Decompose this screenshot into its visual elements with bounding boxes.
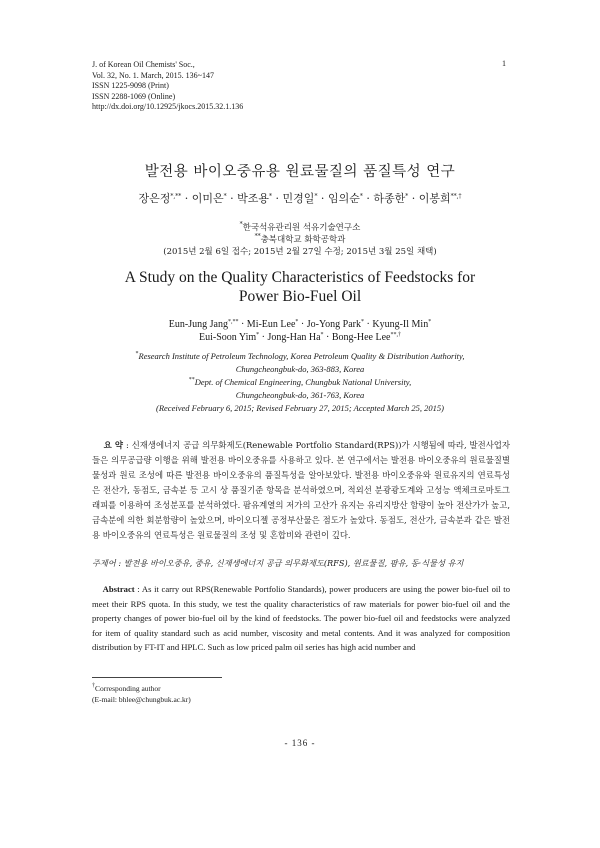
english-abstract: Abstract : As it carry out RPS(Renewable Portfolio Standards), power producers are using the power bio-fuel oil to meet their RPS quota. In this study, we test the quality characteristics of raw materials for power bio-fuel oil and the property changes of power bio-fuel oil by the kind of feedstocks. The power bio-fuel oil and feedstocks were analyzed for item of quality standard such as acid number, viscosity and metal contents. And it was analyzed for composition distribution by FT-IT and HPLC. Such as low priced palm oil series has high acid number and xyxy=(92,584,510,652)
korean-abstract-label: 요 약 xyxy=(103,440,124,450)
korean-author-name: 민경일 xyxy=(282,192,315,205)
author-separator: · xyxy=(362,192,374,205)
korean-author-name: 임의순 xyxy=(327,192,360,205)
english-title xyxy=(60,268,540,306)
author-email: (E-mail: bhlee@chungbuk.ac.kr) xyxy=(92,695,191,704)
author-separator: · xyxy=(298,319,307,330)
english-author-mark: **,† xyxy=(390,332,401,338)
english-author-mark: * xyxy=(320,332,324,338)
korean-author-mark: * xyxy=(223,193,227,200)
korean-abstract: 요 약 : 신재생에너지 공급 의무화제도(Renewable Portfolio Standard(RPS))가 시행됨에 따라, 발전사업자들은 의무공급량 이행을 위해 발전용 바이오중유를 사용하고 있다. 본 연구에서는 발전용 바이오중유의 원료물질별 물성과 원료 조성에 따른 발전용 바이오중유의 품질특성을 알아보았다. 발전용 바이오중유와 원료유지의 연료특성은 전산가, 동점도, 금속분 등 고시 상 품질기준 항목을 분석하였으며, 적외선 분광광도계와 고성능 액체크로마토그래피를 이용하여 조성분포를 분석하였다. 팜유계열의 저가의 고산가 유지는 유리지방산 함량이 높아 전산가가 높고, 금속분에 의한 회분함량이 높았으며, 바이오디젤 공정부산물은 점도가 높았다. 동점도, 전산가, 금속분과 같은 발전용 바이오중유의 연료특성은 원료물질의 조성 및 혼합비와 관련이 깊다. xyxy=(92,440,510,540)
page-number: - 136 - xyxy=(284,738,316,748)
author-separator: · xyxy=(408,192,419,205)
korean-author-mark: **,† xyxy=(450,193,462,200)
korean-author-name: 장은정 xyxy=(138,192,171,205)
author-separator: · xyxy=(226,192,238,205)
english-dates: (Received February 6, 2015; Revised February 27, 2015; Accepted March 25, 2015) xyxy=(156,403,444,413)
english-affiliation-2-line1: **Dept. of Chemical Engineering, Chungbuk National University, xyxy=(188,377,412,387)
issn-print: ISSN 1225-9098 (Print) xyxy=(92,81,169,90)
korean-title: 발전용 바이오중유용 원료물질의 품질특성 연구 xyxy=(144,164,456,180)
english-affiliation-1-line2: Chungcheongbuk-do, 363-883, Korea xyxy=(235,364,365,374)
korean-affiliation-1: *한국석유관리원 석유기술연구소 xyxy=(239,221,361,233)
english-author-mark: * xyxy=(295,319,299,325)
english-author-name: Mi-Eun Lee xyxy=(246,319,296,330)
english-author-mark: * xyxy=(361,319,365,325)
korean-authors xyxy=(60,190,540,206)
author-separator: · xyxy=(364,319,373,330)
corresponding-author: †Corresponding author xyxy=(92,683,161,693)
korean-author-name: 박조용 xyxy=(237,192,270,205)
author-separator: · xyxy=(323,332,332,343)
english-author-name: Eui-Soon Yim xyxy=(199,332,257,343)
korean-author-name: 이봉희 xyxy=(418,192,451,205)
korean-abstract-text: 신재생에너지 공급 의무화제도(Renewable Portfolio Standard(RPS))가 시행됨에 따라, 발전사업자들은 의무공급량 이행을 위해 발전용 바이오중유를 사용하고 있다. 본 연구에서는 발전용 바이오중유의 원료물질별 물성과 원료 조성에 따른 발전용 바이오중유의 품질특성을 알아보았다. 발전용 바이오중유와 원료유지의 연료특성은 전산가, 동점도, 금속분 등 고시 상 품질기준 항목을 분석하였으며, 적외선 분광광도계와 고성능 액체크로마토그래피를 이용하여 조성분포를 분석하였다. 팜유계열의 저가의 고산가 유지는 유리지방산 함량이 높아 전산가가 높고, 금속분에 의한 회분함량이 높았으며, 바이오디젤 공정부산물은 점도가 높았다. 동점도, 전산가, 금속분과 같은 발전용 바이오중유의 연료특성은 원료물질의 조성 및 혼합비와 관련이 깊다. xyxy=(92,440,510,540)
author-separator: · xyxy=(238,319,247,330)
korean-author-mark: * xyxy=(405,193,409,200)
korean-author-mark: * xyxy=(314,193,318,200)
english-title-line1: A Study on the Quality Characteristics of Feedstocks for xyxy=(124,269,476,286)
english-author-mark: *,** xyxy=(227,319,239,325)
english-affiliation-1-line1: *Research Institute of Petroleum Technology, Korea Petroleum Quality & Distribution Authority, xyxy=(135,351,465,361)
english-authors-line2 xyxy=(60,331,540,344)
english-affiliations xyxy=(90,350,510,415)
korean-dates: (2015년 2월 6일 접수; 2015년 2월 27일 수정; 2015년 3월 25일 채택) xyxy=(163,247,437,257)
korean-author-mark: *,** xyxy=(170,193,182,200)
english-author-name: Jo-Yong Park xyxy=(306,319,362,330)
english-authors xyxy=(60,318,540,344)
issn-online: ISSN 2288-1069 (Online) xyxy=(92,91,176,101)
korean-keywords: 주제어 : 발전용 바이오중유, 중유, 신재생에너지 공급 의무화제도(RFS), 원료물질, 팜유, 동·식물성 유지 xyxy=(92,558,464,568)
journal-info xyxy=(92,60,243,113)
english-author-name: Jong-Han Ha xyxy=(267,332,321,343)
english-author-name: Kyung-Il Min xyxy=(372,319,429,330)
english-author-name: Bong-Hee Lee xyxy=(331,332,391,343)
author-separator: · xyxy=(317,192,328,205)
journal-name: J. of Korean Oil Chemists' Soc., xyxy=(92,60,195,69)
author-separator: · xyxy=(272,192,283,205)
korean-author-name: 하종한 xyxy=(373,192,406,205)
english-author-mark: * xyxy=(256,332,260,338)
footnote xyxy=(92,683,191,705)
english-affiliation-2-line2: Chungcheongbuk-do, 361-763, Korea xyxy=(235,390,365,400)
korean-affiliation-2: **충북대학교 화학공학과 xyxy=(254,233,346,245)
english-author-name: Eun-Jung Jang xyxy=(168,319,228,330)
korean-author-mark: * xyxy=(269,193,273,200)
author-separator: · xyxy=(259,332,268,343)
korean-affiliations xyxy=(60,222,540,258)
english-author-mark: * xyxy=(428,319,432,325)
korean-author-mark: * xyxy=(359,193,363,200)
english-title-line2: Power Bio-Fuel Oil xyxy=(238,288,362,305)
english-authors-line1 xyxy=(60,318,540,331)
journal-volume: Vol. 32, No. 1. March, 2015. 136~147 xyxy=(92,70,214,80)
footnote-divider xyxy=(92,677,222,678)
korean-author-name: 이미은 xyxy=(191,192,224,205)
corner-page-number: 1 xyxy=(502,59,506,68)
doi-link[interactable]: http://dx.doi.org/10.12925/jkocs.2015.32.1.136 xyxy=(92,102,244,111)
english-abstract-label: Abstract xyxy=(102,584,135,594)
author-separator: · xyxy=(181,192,192,205)
english-abstract-text: As it carry out RPS(Renewable Portfolio Standards), power producers are using the power bio-fuel oil to meet their RPS quota. In this study, we test the quality characteristics of raw materials for power bio-fuel oil and the property changes of power bio-fuel oil by the kind of feedstocks. The power bio-fuel oil and feedstocks were analyzed for item of quality standard such as acid number, viscosity and metal contents. And it was analyzed for composition distribution by FT-IT and HPLC. Such as low priced palm oil series has high acid number and xyxy=(92,584,510,652)
